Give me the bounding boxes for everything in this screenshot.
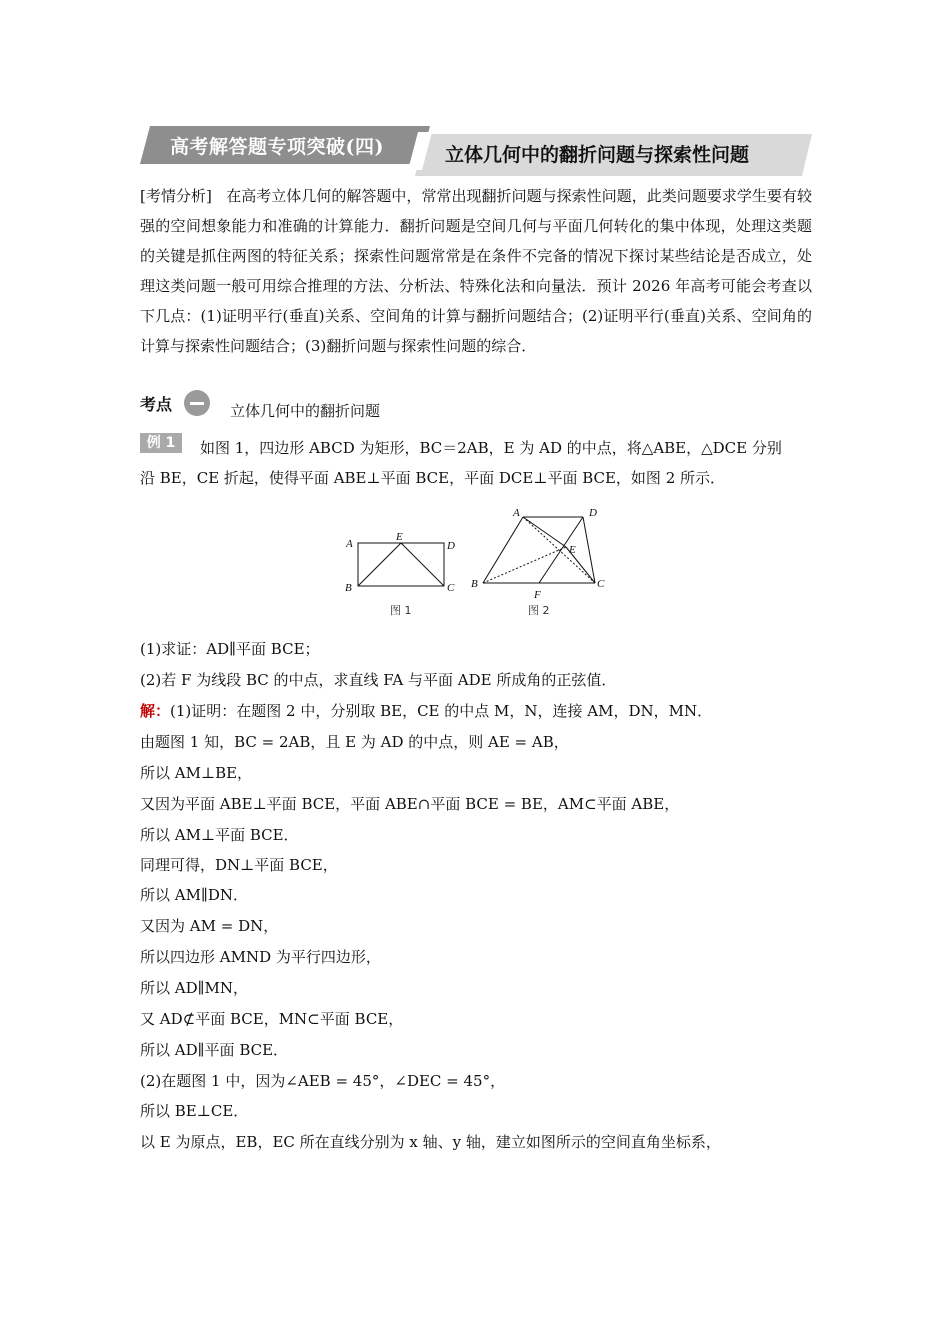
analysis-paragraph <box>140 181 812 361</box>
solution-line: 同理可得，DN⊥平面 BCE， <box>140 856 338 874</box>
figure-2 <box>471 507 605 601</box>
fig2-label-d: D <box>589 507 597 519</box>
example-badge: 例 1 <box>140 433 182 453</box>
fig2-label-c: C <box>597 578 605 590</box>
section-title: 立体几何中的翻折问题 <box>230 402 381 420</box>
solution-line: 所以 AM∥DN． <box>140 886 249 904</box>
fig2-label-e: E <box>569 544 576 556</box>
banner-topic-title: 立体几何中的翻折问题与探索性问题 <box>445 144 750 166</box>
solution-line: 所以 AD∥平面 BCE． <box>140 1041 289 1059</box>
solution-label: 解： <box>140 702 171 720</box>
fig2-label-a: A <box>513 507 520 519</box>
fig1-label-c: C <box>447 582 455 594</box>
fig2-caption: 图 2 <box>528 604 550 617</box>
section-number-one-icon <box>184 390 210 416</box>
solution-line: 又因为 AM = DN， <box>140 917 279 935</box>
solution-proof-intro: (1)证明：在题图 2 中，分别取 BE，CE 的中点 M，N，连接 AM，DN，MN． <box>170 702 713 720</box>
analysis-tag: [考情分析] <box>140 187 212 205</box>
fig1-caption: 图 1 <box>390 604 412 617</box>
question-1: (1)求证：AD∥平面 BCE； <box>140 640 320 658</box>
solution-line: 所以四边形 AMND 为平行四边形， <box>140 948 381 966</box>
fig1-label-a: A <box>346 538 353 550</box>
solution-line: 以 E 为原点，EB，EC 所在直线分别为 x 轴、y 轴，建立如图所示的空间直角坐标系， <box>140 1133 721 1151</box>
solution-line: 所以 AM⊥平面 BCE． <box>140 826 299 844</box>
solution-line: 所以 AD∥MN， <box>140 979 249 997</box>
solution-first-line <box>140 700 712 721</box>
solution-line: (2)在题图 1 中，因为∠AEB = 45°，∠DEC = 45°， <box>140 1072 506 1090</box>
chapter-banner <box>140 126 812 176</box>
folding-figure <box>340 505 610 625</box>
solution-line: 所以 AM⊥BE， <box>140 764 253 782</box>
fig2-label-b: B <box>471 578 478 590</box>
solution-line: 又 AD⊄平面 BCE，MN⊂平面 BCE， <box>140 1010 404 1028</box>
fig1-label-d: D <box>447 540 455 552</box>
figure-1 <box>345 531 455 594</box>
question-2: (2)若 F 为线段 BC 的中点，求直线 FA 与平面 ADE 所成角的正弦值． <box>140 671 617 689</box>
example-line-2: 沿 BE，CE 折起，使得平面 ABE⊥平面 BCE，平面 DCE⊥平面 BCE，如图 2 所示． <box>140 469 726 487</box>
solution-line: 所以 BE⊥CE． <box>140 1102 249 1120</box>
section-label: 考点 <box>140 395 173 414</box>
fig1-label-e: E <box>396 531 403 543</box>
solution-line: 又因为平面 ABE⊥平面 BCE，平面 ABE∩平面 BCE = BE，AM⊂平面 ABE， <box>140 795 680 813</box>
fig2-label-f: F <box>534 589 541 601</box>
analysis-text: 在高考立体几何的解答题中，常常出现翻折问题与探索性问题，此类问题要求学生要有较强的空间想象能力和准确的计算能力．翻折问题是空间几何与平面几何转化的集中体现，处理这类题的关键是抓住两图的特征关系；探索性问题常常是在条件不完备的情况下探讨某些结论是否成立，处理这类问题一般可用综合推理的方法、分析法、特殊化法和向量法．预计 2026 年高考可能会考查以下几点：(1)证明平行(垂直)关系、空间角的计算与翻折问题结合；(2)证明平行(垂直)关系、空间角的计算与探索性问题结合；(3)翻折问题与探索性问题的综合． <box>140 187 812 355</box>
example-line-1: 如图 1，四边形 ABCD 为矩形，BC＝2AB，E 为 AD 的中点，将△ABE，△DCE 分别 <box>200 439 782 457</box>
fig1-label-b: B <box>345 582 352 594</box>
banner-series-title: 高考解答题专项突破(四) <box>170 136 384 158</box>
solution-line: 由题图 1 知，BC = 2AB，且 E 为 AD 的中点，则 AE = AB， <box>140 733 569 751</box>
